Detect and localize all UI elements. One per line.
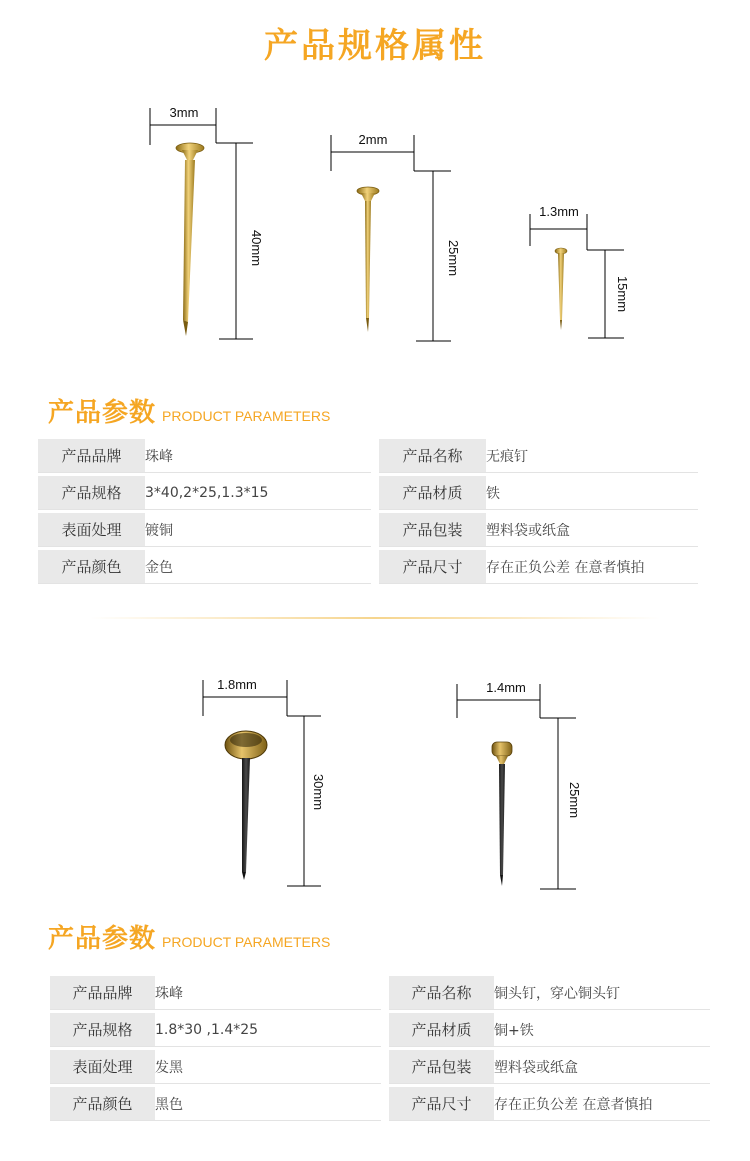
param-label: 产品包装	[379, 513, 486, 547]
nail-2x25	[357, 187, 379, 332]
param-label: 产品品牌	[50, 976, 155, 1010]
nail-diagram-black	[0, 660, 750, 910]
param-label: 产品品牌	[38, 439, 145, 473]
dimension-3x40	[150, 105, 264, 339]
table-row	[50, 1013, 710, 1047]
section-heading-en: PRODUCT PARAMETERS	[162, 408, 331, 424]
dimension-1.3x15	[530, 204, 630, 338]
param-label: 产品颜色	[38, 550, 145, 584]
length-label: 15mm	[615, 275, 630, 313]
params-table-2	[50, 973, 710, 1124]
param-label: 产品材质	[379, 476, 486, 510]
param-value: 镀铜	[145, 513, 371, 547]
param-value: 珠峰	[145, 439, 371, 473]
param-value: 无痕钉	[486, 439, 698, 473]
param-value: 塑料袋或纸盒	[494, 1050, 710, 1084]
section-heading-cn: 产品参数	[48, 924, 157, 954]
table-row	[50, 1087, 710, 1121]
param-value: 1.8*30 ,1.4*25	[155, 1013, 381, 1047]
length-label: 40mm	[249, 229, 264, 267]
section-heading-en: PRODUCT PARAMETERS	[162, 934, 331, 950]
param-label: 产品名称	[389, 976, 494, 1010]
section-heading-1	[48, 392, 330, 429]
table-row	[38, 550, 698, 584]
table-row	[50, 976, 710, 1010]
width-label: 3mm	[169, 105, 199, 120]
nail-1.3x15	[555, 248, 567, 330]
param-value: 3*40,2*25,1.3*15	[145, 476, 371, 510]
param-label: 产品名称	[379, 439, 486, 473]
width-label: 1.8mm	[217, 677, 257, 692]
table-row	[50, 1050, 710, 1084]
param-label: 产品规格	[50, 1013, 155, 1047]
param-value: 存在正负公差 在意者慎拍	[494, 1087, 710, 1121]
table-row	[38, 513, 698, 547]
width-label: 1.4mm	[486, 680, 526, 695]
param-label: 产品尺寸	[379, 550, 486, 584]
param-value: 黑色	[155, 1087, 381, 1121]
param-value: 铜+铁	[494, 1013, 710, 1047]
param-value: 铜头钉，穿心铜头钉	[494, 976, 710, 1010]
nail-diagram-brass	[0, 0, 750, 380]
param-label: 表面处理	[50, 1050, 155, 1084]
length-label: 25mm	[567, 781, 582, 819]
param-value: 金色	[145, 550, 371, 584]
param-label: 产品规格	[38, 476, 145, 510]
param-value: 铁	[486, 476, 698, 510]
width-label: 2mm	[358, 132, 388, 147]
table-row	[38, 439, 698, 473]
param-label: 产品包装	[389, 1050, 494, 1084]
section-divider	[90, 617, 660, 619]
param-label: 产品颜色	[50, 1087, 155, 1121]
param-label: 产品材质	[389, 1013, 494, 1047]
dimension-1.4x25	[457, 680, 582, 889]
page-title: 产品规格属性	[264, 26, 486, 66]
nail-1.8x30	[225, 731, 267, 880]
nail-3x40	[176, 143, 204, 336]
param-label: 产品尺寸	[389, 1087, 494, 1121]
params-table-1	[38, 436, 698, 587]
param-value: 存在正负公差 在意者慎拍	[486, 550, 698, 584]
param-value: 珠峰	[155, 976, 381, 1010]
nail-1.4x25	[492, 742, 512, 886]
section-heading-cn: 产品参数	[48, 398, 157, 428]
length-label: 25mm	[446, 239, 461, 277]
length-label: 30mm	[311, 773, 326, 811]
section-heading-2	[48, 918, 330, 955]
table-row	[38, 476, 698, 510]
width-label: 1.3mm	[539, 204, 579, 219]
param-value: 发黑	[155, 1050, 381, 1084]
dimension-2x25	[331, 132, 461, 341]
param-label: 表面处理	[38, 513, 145, 547]
param-value: 塑料袋或纸盒	[486, 513, 698, 547]
dimension-1.8x30	[203, 677, 326, 886]
